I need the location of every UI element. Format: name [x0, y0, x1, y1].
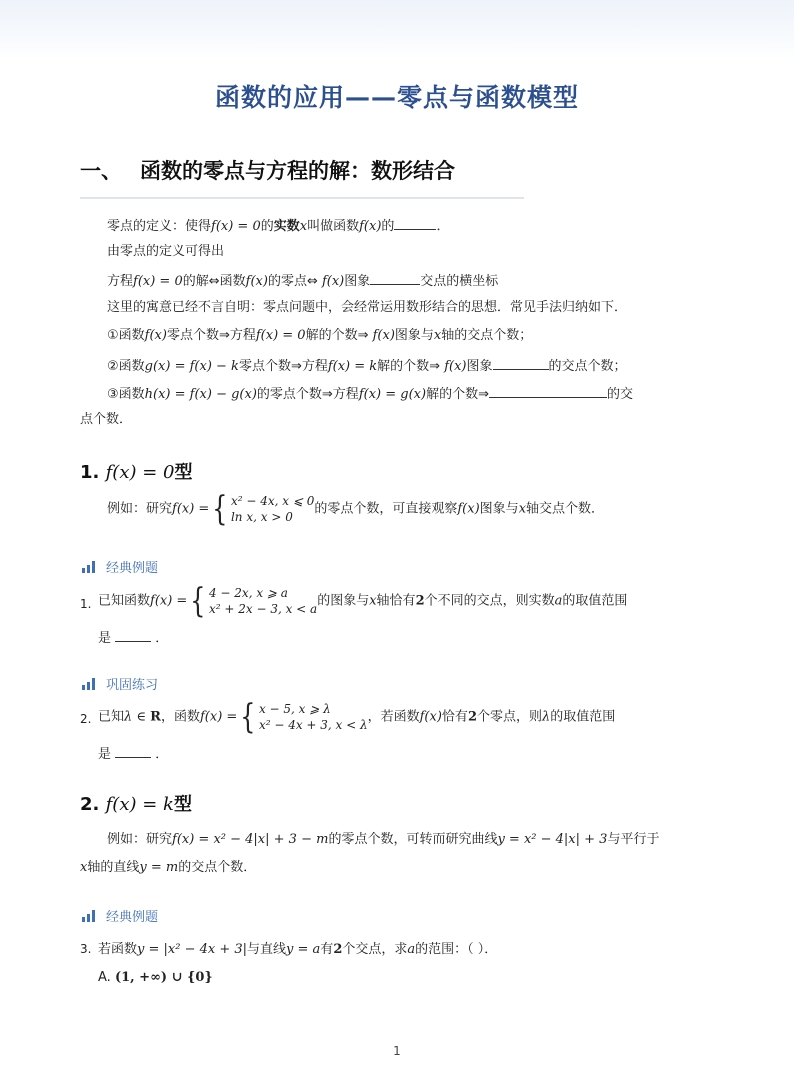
type2-example: 例如：研究f(x) = x² − 4|x| + 3 − m的零点个数，可转而研究曲线y = x² − 4|x| + 3与平行于 [107, 832, 660, 847]
left-brace: { [190, 581, 206, 621]
left-brace: { [240, 697, 256, 737]
subsection-heading-1: 1. f(x) = 0型 [80, 462, 193, 483]
question-number: 2. [80, 712, 92, 726]
option-a[interactable]: A. (1, +∞) ∪ {0} [98, 970, 213, 985]
implication-text: 这里的寓意已经不言自明：零点问题中，会经常运用数形结合的思想．常见手法归纳如下． [107, 300, 628, 315]
bar-chart-icon [82, 678, 96, 690]
question-number: 3. [80, 942, 92, 956]
bar-chart-icon [82, 910, 96, 922]
type1-example: 例如：研究f(x) ={ x² − 4x, x ⩽ 0 ln x, x > 0的零点个数，可直接观察f(x)图象与x轴交点个数． [107, 489, 605, 529]
from-definition-text: 由零点的定义可得出 [107, 244, 225, 259]
answer-blank[interactable] [115, 743, 151, 758]
question-number: 1. [80, 597, 92, 611]
page-number: 1 [393, 1044, 401, 1058]
subsection-heading-2: 2. f(x) = k型 [80, 794, 192, 815]
section-title: 函数的零点与方程的解：数形结合 [140, 159, 455, 183]
classic-example-label: 经典例题 [82, 906, 158, 925]
header-wave-decoration [0, 0, 794, 60]
question-1-continued: 是 ． [98, 627, 168, 649]
piecewise-cases: 4 − 2x, x ⩾ a x² + 2x − 3, x < a [208, 586, 318, 616]
zero-definition: 零点的定义：使得f(x) = 0的实数x叫做函数f(x)的 ． [107, 215, 449, 237]
answer-blank[interactable] [394, 215, 436, 230]
answer-blank[interactable] [115, 627, 151, 642]
section-number: 一、 [80, 159, 122, 183]
rule-3: ③函数h(x) = f(x) − g(x)的零点个数⇒方程f(x) = g(x)解的个数⇒ 的交 [107, 383, 633, 405]
piecewise-cases: x − 5, x ⩾ λ x² − 4x + 3, x < λ [258, 702, 368, 732]
rule-3-continued: 点个数． [80, 412, 133, 427]
section-heading-1 [80, 155, 524, 199]
answer-blank[interactable] [489, 383, 607, 398]
answer-blank[interactable] [370, 270, 420, 285]
question-2-continued: 是 ． [98, 743, 168, 765]
bar-chart-icon [82, 561, 96, 573]
practice-label: 巩固练习 [82, 674, 158, 693]
question-2: 已知λ ∈ R，函数f(x) ={ x − 5, x ⩾ λ x² − 4x + 3, x < λ，若函数f(x)恰有2个零点，则λ的取值范围 [98, 697, 616, 737]
document-title: 函数的应用——零点与函数模型 [214, 83, 579, 112]
rule-2: ②函数g(x) = f(x) − k零点个数⇒方程f(x) = k解的个数⇒ f(x)图象 的交点个数； [107, 355, 627, 377]
type2-example-continued: x轴的直线y = m的交点个数． [80, 860, 257, 875]
classic-example-label: 经典例题 [82, 557, 158, 576]
answer-blank[interactable] [493, 355, 549, 370]
piecewise-cases: x² − 4x, x ⩽ 0 ln x, x > 0 [230, 494, 315, 524]
question-1: 已知函数f(x) ={ 4 − 2x, x ⩾ a x² + 2x − 3, x < a的图象与x轴恰有2个不同的交点，则实数a的取值范围 [98, 581, 628, 621]
rule-1: ①函数f(x)零点个数⇒方程f(x) = 0解的个数⇒ f(x)图象与x轴的交点个数； [107, 328, 533, 343]
question-3: 若函数y = |x² − 4x + 3|与直线y = a有2个交点，求a的范围：（ ）． [98, 942, 498, 957]
left-brace: { [212, 489, 228, 529]
equivalence-line: 方程f(x) = 0的解⇔函数f(x)的零点⇔ f(x)图象 交点的横坐标 [107, 270, 498, 292]
